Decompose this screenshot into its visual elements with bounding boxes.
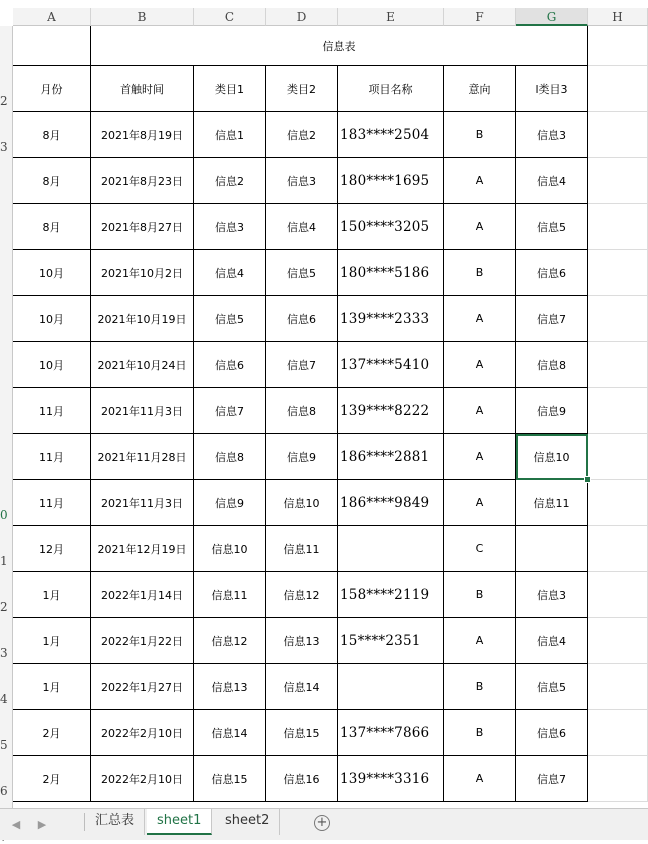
table-cell[interactable]: 信息4: [516, 158, 588, 204]
table-cell[interactable]: 2022年1月22日: [91, 618, 194, 664]
table-cell[interactable]: 150****3205: [338, 204, 444, 250]
cell-empty[interactable]: [588, 342, 648, 388]
cell-empty[interactable]: [588, 388, 648, 434]
cell-empty[interactable]: [588, 710, 648, 756]
table-cell[interactable]: C: [444, 526, 516, 572]
sheet-tab-bar: [0, 808, 648, 840]
spreadsheet-grid[interactable]: [13, 26, 648, 808]
table-cell[interactable]: 信息9: [516, 388, 588, 434]
table-cell[interactable]: 2月: [13, 710, 91, 756]
table-cell[interactable]: 信息4: [266, 204, 338, 250]
table-cell[interactable]: 信息7: [266, 342, 338, 388]
fill-handle[interactable]: [584, 476, 591, 483]
table-cell[interactable]: 信息3: [194, 204, 266, 250]
table-cell[interactable]: 10月: [13, 342, 91, 388]
table-cell[interactable]: 信息7: [194, 388, 266, 434]
table-cell[interactable]: A: [444, 618, 516, 664]
column-header-e[interactable]: E: [338, 8, 444, 26]
table-cell[interactable]: 2021年8月19日: [91, 112, 194, 158]
column-header-f[interactable]: F: [444, 8, 516, 26]
table-cell[interactable]: 139****8222: [338, 388, 444, 434]
table-cell[interactable]: 2021年10月24日: [91, 342, 194, 388]
table-cell[interactable]: A: [444, 434, 516, 480]
table-cell[interactable]: 信息10: [194, 526, 266, 572]
table-cell[interactable]: 15****2351: [338, 618, 444, 664]
row-number[interactable]: 5: [0, 738, 8, 752]
cell-empty[interactable]: [588, 250, 648, 296]
row-number[interactable]: 1: [0, 554, 8, 568]
table-cell[interactable]: 8月: [13, 158, 91, 204]
table-cell[interactable]: 2022年2月10日: [91, 756, 194, 802]
table-cell[interactable]: 信息8: [194, 434, 266, 480]
table-cell[interactable]: 信息12: [266, 572, 338, 618]
column-title[interactable]: 月份: [13, 66, 91, 112]
table-cell[interactable]: 2021年10月2日: [91, 250, 194, 296]
column-header-c[interactable]: C: [194, 8, 266, 26]
table-cell[interactable]: [338, 664, 444, 710]
column-header-d[interactable]: D: [266, 8, 338, 26]
row-number[interactable]: 3: [0, 140, 8, 154]
column-title[interactable]: 首触时间: [91, 66, 194, 112]
table-cell[interactable]: 180****1695: [338, 158, 444, 204]
table-cell[interactable]: A: [444, 158, 516, 204]
table-cell[interactable]: 11月: [13, 434, 91, 480]
table-cell[interactable]: 信息15: [194, 756, 266, 802]
table-cell[interactable]: 12月: [13, 526, 91, 572]
table-cell[interactable]: 信息6: [266, 296, 338, 342]
table-cell[interactable]: B: [444, 664, 516, 710]
table-cell[interactable]: 信息13: [266, 618, 338, 664]
table-cell[interactable]: 8月: [13, 204, 91, 250]
table-cell[interactable]: A: [444, 756, 516, 802]
cell-empty[interactable]: [588, 618, 648, 664]
table-cell[interactable]: 139****3316: [338, 756, 444, 802]
table-cell[interactable]: 180****5186: [338, 250, 444, 296]
row-number[interactable]: 3: [0, 646, 8, 660]
row-number[interactable]: 2: [0, 94, 8, 108]
cell-empty[interactable]: [588, 756, 648, 802]
table-cell[interactable]: 信息2: [266, 112, 338, 158]
table-cell[interactable]: 信息3: [516, 112, 588, 158]
table-cell[interactable]: 2022年1月27日: [91, 664, 194, 710]
table-cell[interactable]: 2月: [13, 756, 91, 802]
table-cell[interactable]: 信息8: [266, 388, 338, 434]
table-cell[interactable]: 183****2504: [338, 112, 444, 158]
scroll-right-icon[interactable]: ▶: [37, 818, 47, 831]
cell-empty[interactable]: [588, 112, 648, 158]
table-cell[interactable]: 2021年11月3日: [91, 388, 194, 434]
table-cell[interactable]: 信息7: [516, 756, 588, 802]
table-cell[interactable]: 信息10: [266, 480, 338, 526]
cell-empty[interactable]: [588, 664, 648, 710]
column-header-bar: [0, 0, 648, 26]
column-header-h[interactable]: H: [588, 8, 648, 26]
table-cell[interactable]: 信息11: [194, 572, 266, 618]
table-cell[interactable]: 信息6: [516, 710, 588, 756]
scroll-left-icon[interactable]: ◀: [11, 818, 21, 831]
sheet-tab-sheet1[interactable]: sheet1: [147, 809, 212, 835]
table-cell[interactable]: 1月: [13, 664, 91, 710]
table-cell[interactable]: 信息15: [266, 710, 338, 756]
table-cell[interactable]: B: [444, 572, 516, 618]
cell-empty[interactable]: [588, 296, 648, 342]
table-cell[interactable]: 2021年10月19日: [91, 296, 194, 342]
column-title[interactable]: 项目名称: [338, 66, 444, 112]
table-cell[interactable]: 信息1: [194, 112, 266, 158]
cell-empty[interactable]: [588, 158, 648, 204]
table-cell[interactable]: 137****7866: [338, 710, 444, 756]
table-cell[interactable]: 信息4: [194, 250, 266, 296]
table-cell[interactable]: 10月: [13, 296, 91, 342]
table-cell[interactable]: [516, 526, 588, 572]
table-cell[interactable]: A: [444, 342, 516, 388]
table-cell[interactable]: 信息3: [266, 158, 338, 204]
cell-empty[interactable]: [588, 572, 648, 618]
table-cell[interactable]: 2022年1月14日: [91, 572, 194, 618]
row-number[interactable]: 2: [0, 600, 8, 614]
cell-empty[interactable]: [588, 434, 648, 480]
cell-empty[interactable]: [13, 26, 91, 66]
table-cell[interactable]: B: [444, 112, 516, 158]
table-cell[interactable]: 信息3: [516, 572, 588, 618]
table-cell[interactable]: 10月: [13, 250, 91, 296]
table-cell[interactable]: A: [444, 296, 516, 342]
column-header-b[interactable]: B: [91, 8, 194, 26]
table-cell[interactable]: 2021年11月3日: [91, 480, 194, 526]
table-cell[interactable]: 186****2881: [338, 434, 444, 480]
cell-empty[interactable]: [588, 204, 648, 250]
table-cell[interactable]: 信息5: [516, 664, 588, 710]
table-cell[interactable]: 2021年12月19日: [91, 526, 194, 572]
table-cell[interactable]: 11月: [13, 480, 91, 526]
table-cell[interactable]: 2022年2月10日: [91, 710, 194, 756]
table-cell[interactable]: 信息16: [266, 756, 338, 802]
table-cell[interactable]: 137****5410: [338, 342, 444, 388]
table-cell[interactable]: 信息2: [194, 158, 266, 204]
add-sheet-icon[interactable]: +: [314, 815, 330, 831]
sheet-tab-summary[interactable]: 汇总表: [85, 809, 145, 835]
table-cell[interactable]: 信息11: [266, 526, 338, 572]
table-cell[interactable]: 信息10: [516, 434, 588, 480]
table-cell[interactable]: 信息7: [516, 296, 588, 342]
table-cell[interactable]: 信息6: [194, 342, 266, 388]
cell-empty[interactable]: [588, 480, 648, 526]
sheet-tab-sheet2[interactable]: sheet2: [215, 809, 280, 835]
row-number[interactable]: 6: [0, 784, 8, 798]
column-header-g[interactable]: G: [516, 8, 588, 26]
table-cell[interactable]: 信息12: [194, 618, 266, 664]
table-cell[interactable]: 信息4: [516, 618, 588, 664]
table-cell[interactable]: 信息5: [194, 296, 266, 342]
table-cell[interactable]: A: [444, 388, 516, 434]
column-header-a[interactable]: A: [13, 8, 91, 26]
table-cell[interactable]: 信息13: [194, 664, 266, 710]
table-cell[interactable]: 1月: [13, 572, 91, 618]
column-title[interactable]: 类目2: [266, 66, 338, 112]
table-cell[interactable]: [338, 526, 444, 572]
cell-empty[interactable]: [588, 26, 648, 66]
cell-empty[interactable]: [588, 526, 648, 572]
table-title[interactable]: 信息表: [91, 26, 588, 66]
table-cell[interactable]: B: [444, 710, 516, 756]
table-cell[interactable]: 信息14: [266, 664, 338, 710]
table-cell[interactable]: 139****2333: [338, 296, 444, 342]
table-cell[interactable]: 158****2119: [338, 572, 444, 618]
table-cell[interactable]: 1月: [13, 618, 91, 664]
table-cell[interactable]: 11月: [13, 388, 91, 434]
table-cell[interactable]: 信息14: [194, 710, 266, 756]
table-cell[interactable]: 信息6: [516, 250, 588, 296]
table-cell[interactable]: 8月: [13, 112, 91, 158]
table-cell[interactable]: 信息9: [266, 434, 338, 480]
cell-empty[interactable]: [588, 66, 648, 112]
table-cell[interactable]: A: [444, 204, 516, 250]
table-cell[interactable]: B: [444, 250, 516, 296]
table-cell[interactable]: A: [444, 480, 516, 526]
table-cell[interactable]: 信息5: [516, 204, 588, 250]
table-cell[interactable]: 186****9849: [338, 480, 444, 526]
table-cell[interactable]: 信息11: [516, 480, 588, 526]
row-number[interactable]: 0: [0, 508, 8, 522]
column-title[interactable]: l类目3: [516, 66, 588, 112]
column-title[interactable]: 类目1: [194, 66, 266, 112]
table-cell[interactable]: 信息9: [194, 480, 266, 526]
row-number-bar: [0, 26, 13, 808]
table-cell[interactable]: 2021年8月23日: [91, 158, 194, 204]
row-number[interactable]: 4: [0, 692, 8, 706]
table-cell[interactable]: 2021年11月28日: [91, 434, 194, 480]
table-cell[interactable]: 信息5: [266, 250, 338, 296]
table-cell[interactable]: 信息8: [516, 342, 588, 388]
column-title[interactable]: 意向: [444, 66, 516, 112]
table-cell[interactable]: 2021年8月27日: [91, 204, 194, 250]
